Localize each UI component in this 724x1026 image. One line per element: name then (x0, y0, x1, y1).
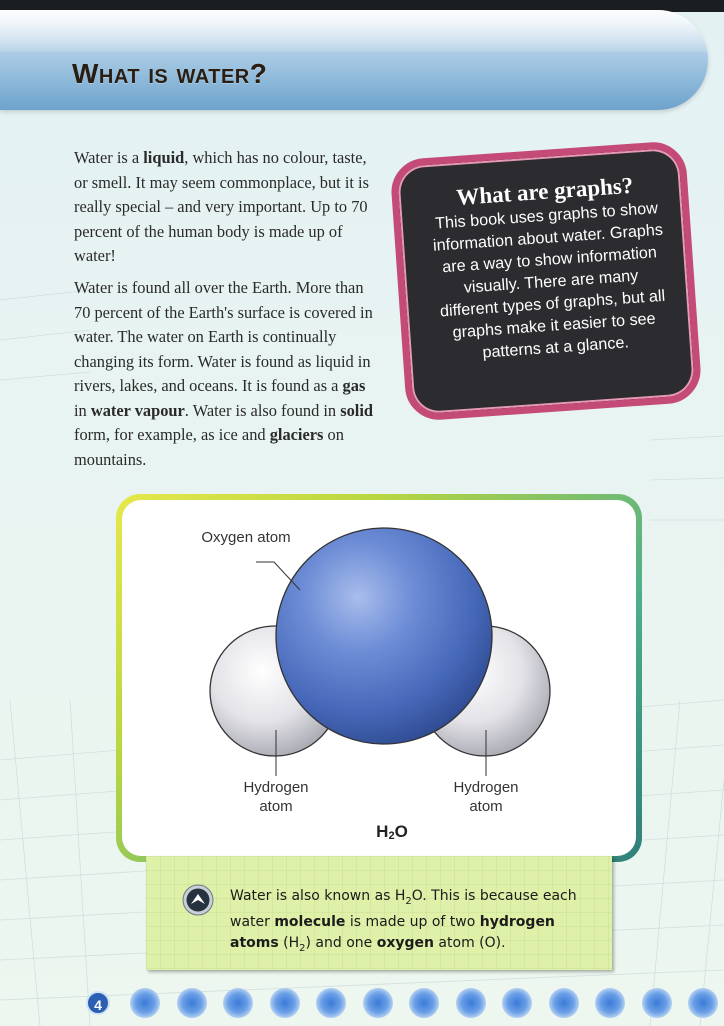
formula-h: H (376, 822, 389, 841)
text-run: ) and one (305, 934, 377, 951)
glossary-term-water-vapour: water vapour (90, 400, 185, 420)
glossary-term-hydrogen-atoms: hydrogen atoms (230, 914, 555, 951)
hydrogen-atom-label-left: Hydrogen atom (243, 779, 309, 815)
molecule-diagram (122, 500, 636, 856)
formula-subscript: 2 (388, 830, 395, 842)
text-run: (H (278, 934, 300, 951)
page-dot (223, 988, 253, 1018)
page-dot (363, 988, 393, 1018)
oxygen-atom (276, 528, 492, 744)
chevron-up-circle-icon (182, 884, 214, 916)
oxygen-atom-label: Oxygen atom (201, 529, 291, 546)
page-dot (549, 988, 579, 1018)
formula-o: O (394, 822, 408, 841)
glossary-term-gas: gas (342, 376, 366, 395)
text-run: in (74, 400, 91, 420)
graph-info-heading: What are graphs? (455, 172, 634, 211)
water-molecule-illustration (122, 500, 636, 856)
page-dot (688, 988, 718, 1018)
subscript: 2 (299, 942, 306, 954)
page-dot (595, 988, 625, 1018)
glossary-term-molecule: molecule (274, 914, 346, 931)
page-number: 4 (86, 991, 110, 1015)
text-run: Water is also known as H (230, 888, 406, 904)
text-run: Water is found all over the Earth. More than 70 percent of the Earth's surface is covered in water. The water on Earth is continually changing its form. Water is found as liquid in rivers, lakes, and oceans. It is found as a (74, 278, 373, 395)
page-dot (130, 988, 160, 1018)
glossary-term-glaciers: glaciers (269, 425, 324, 444)
page-title: What is water? (72, 58, 268, 89)
text-run: on mountains. (74, 425, 344, 469)
subscript: 2 (405, 895, 412, 907)
glossary-term-oxygen: oxygen (376, 934, 434, 951)
intro-paragraph-2 (74, 276, 374, 472)
page-dot (456, 988, 486, 1018)
page-dot (316, 988, 346, 1018)
text-run: O. This is because each water (230, 888, 577, 931)
text-run: , which has no colour, taste, or smell. It may seem commonplace, but it is really special – and very important. Up to 70 percent of the human body is made up of water! (74, 148, 369, 265)
molecule-diagram-frame (116, 494, 642, 862)
hydrogen-atom-label-right: Hydrogen atom (453, 779, 519, 815)
text-run: . Water is also found in (184, 400, 341, 420)
page-dot (502, 988, 532, 1018)
text-run: atom (O). (433, 934, 506, 951)
text-run: Water is a (74, 148, 144, 167)
glossary-term-solid: solid (340, 400, 374, 420)
graph-info-panel (389, 140, 703, 422)
page-dot (270, 988, 300, 1018)
glossary-term-liquid: liquid (143, 148, 185, 167)
intro-paragraph-1 (74, 146, 374, 269)
page-dot (642, 988, 672, 1018)
text-run: form, for example, as ice and (74, 425, 270, 444)
graph-info-box (389, 140, 703, 422)
caption-text (230, 886, 600, 959)
page-dot (177, 988, 207, 1018)
caption-box (146, 856, 612, 970)
water-formula (352, 822, 432, 842)
graph-info-text: This book uses graphs to show information about water. Graphs are a way to show information visually. There are many different types of graphs, but all graphs make it easier to see patterns at a glance. (432, 199, 666, 362)
text-run: is made up of two (345, 914, 480, 931)
page-dot (409, 988, 439, 1018)
